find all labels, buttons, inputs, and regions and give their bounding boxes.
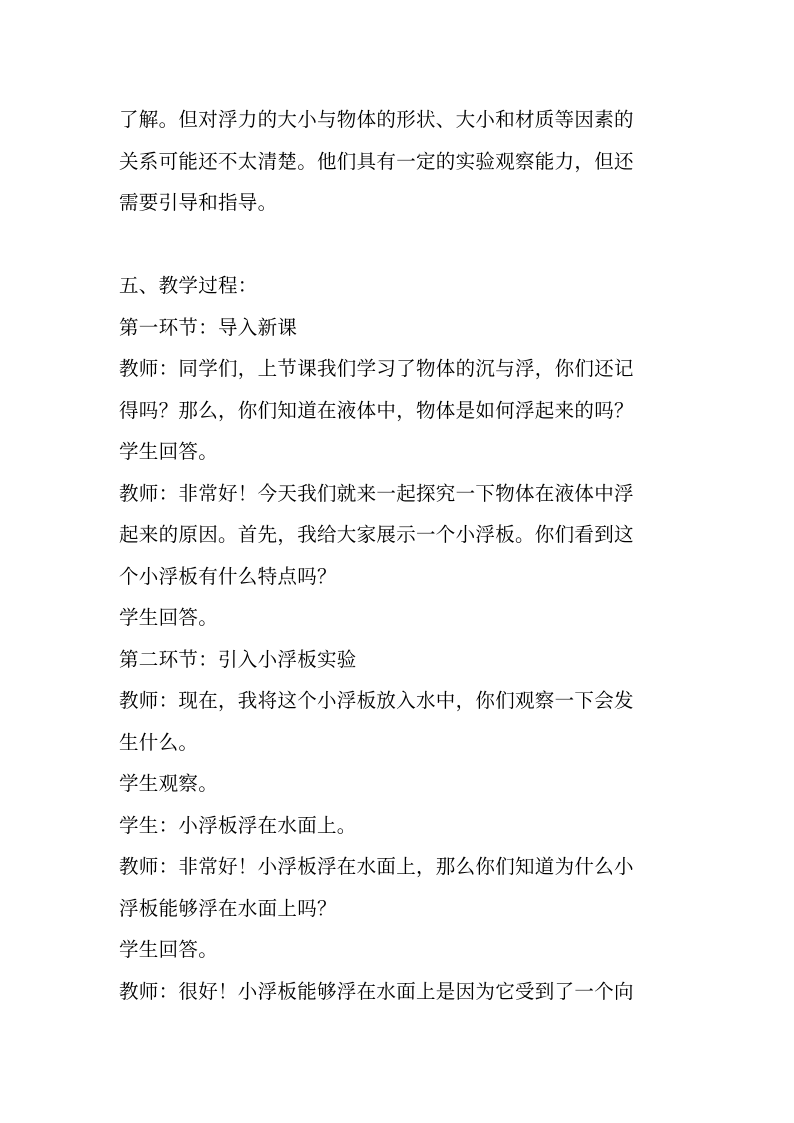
document-body: [119, 99, 679, 1012]
paragraph-line: 学生回答。: [119, 938, 219, 961]
paragraph-line: 教师：非常好！小浮板浮在水面上，那么你们知道为什么小: [119, 855, 634, 878]
paragraph-line: 第二环节：引入小浮板实验: [119, 647, 357, 671]
paragraph-gap: [119, 224, 679, 266]
paragraph-line: 需要引导和指导。: [119, 191, 278, 214]
paragraph-line: 教师：很好！小浮板能够浮在水面上是因为它受到了一个向: [119, 979, 634, 1003]
paragraph-line: 个小浮板有什么特点吗？: [119, 564, 337, 588]
paragraph-line: 了解。但对浮力的大小与物体的形状、大小和材质等因素的: [119, 108, 634, 131]
paragraph-line: 教师：非常好！今天我们就来一起探究一下物体在液体中浮: [119, 481, 634, 505]
paragraph-line: 学生回答。: [119, 606, 219, 629]
paragraph-line: 学生回答。: [119, 440, 219, 463]
paragraph-line: 学生：小浮板浮在水面上。: [119, 813, 357, 837]
paragraph-line: 起来的原因。首先，我给大家展示一个小浮板。你们看到这: [119, 523, 634, 546]
paragraph-line: 关系可能还不太清楚。他们具有一定的实验观察能力，但还: [119, 149, 634, 173]
paragraph-line: 教师：现在，我将这个小浮板放入水中，你们观察一下会发: [119, 689, 634, 712]
paragraph-line: 浮板能够浮在水面上吗？: [119, 896, 337, 920]
paragraph-line: 学生观察。: [119, 772, 219, 795]
paragraph-line: 第一环节：导入新课: [119, 315, 298, 339]
paragraph-line: 教师：同学们，上节课我们学习了物体的沉与浮，你们还记: [119, 357, 634, 380]
section-heading: 五、教学过程：: [119, 274, 258, 297]
paragraph-line: 得吗？那么，你们知道在液体中，物体是如何浮起来的吗？: [119, 398, 634, 422]
paragraph-line: 生什么。: [119, 730, 199, 754]
